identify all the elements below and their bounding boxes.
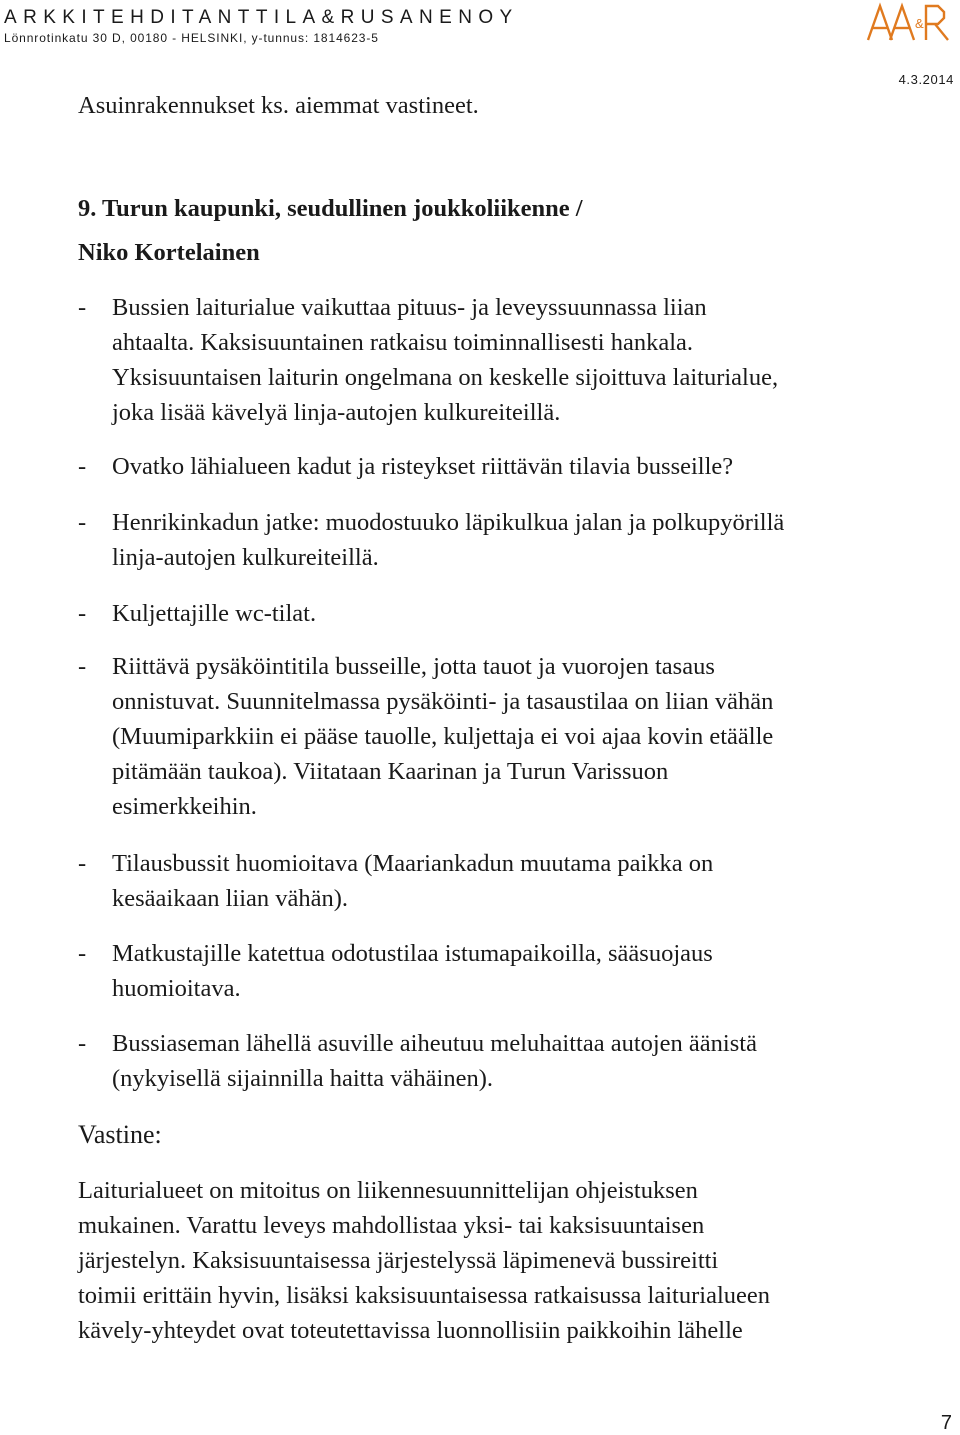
section-heading-line2: Niko Kortelainen — [78, 239, 260, 266]
list-item-text: Bussiaseman lähellä asuville aiheutuu meluhaittaa autojen äänistä (nykyisellä sijainnilla haitta vähäinen). — [112, 1030, 757, 1092]
response-paragraph: Laiturialueet on mitoitus on liikennesuunnittelijan ohjeistuksen mukainen. Varattu leveys mahdollistaa yksi- tai kaksisuuntaisen järjestelyn. Kaksisuuntaisessa järjestelyssä läpimenevä bussireitti toimii erittäin hyvin, lisäksi kaksisuuntaisessa ratkaisussa laiturialueen kävely-yhteydet ovat toteutettavissa luonnollisiin paikkoihin lähelle — [78, 1177, 770, 1344]
list-dash: - — [78, 940, 87, 967]
list-item — [78, 1026, 958, 1096]
list-item — [78, 596, 958, 631]
firm-address: Lönnrotinkatu 30 D, 00180 - HELSINKI, y-tunnus: 1814623-5 — [4, 31, 379, 45]
list-item-text: Henrikinkadun jatke: muodostuuko läpikulkua jalan ja polkupyörillä linja-autojen kulkureiteillä. — [112, 509, 785, 571]
list-item-text: Tilausbussit huomioitava (Maariankadun muutama paikka on kesäaikaan liian vähän). — [112, 850, 714, 912]
list-dash: - — [78, 850, 87, 877]
list-item — [78, 936, 958, 1006]
letterhead — [4, 6, 519, 46]
list-dash: - — [78, 294, 87, 321]
list-item — [78, 846, 958, 916]
list-item — [78, 449, 958, 484]
list-item-text: Riittävä pysäköintitila busseille, jotta tauot ja vuorojen tasaus onnistuvat. Suunnitelmassa pysäköinti- ja tasaustilaa on liian vähän (Muumiparkkiin ei pääse tauolle, kuljettaja ei voi ajaa kovin etäälle pitämään taukoa). Viitataan Kaarinan ja Turun Varissuon esimerkkeihin. — [112, 653, 774, 820]
intro-text: Asuinrakennukset ks. aiemmat vastineet. — [78, 92, 479, 119]
list-item-text: Ovatko lähialueen kadut ja risteykset riittävän tilavia busseille? — [112, 453, 734, 480]
list-item — [78, 649, 958, 824]
document-date: 4.3.2014 — [898, 72, 954, 87]
list-dash: - — [78, 600, 87, 627]
list-item — [78, 290, 958, 430]
list-item — [78, 505, 958, 575]
section-heading-line1: 9. Turun kaupunki, seudullinen joukkoliikenne / — [78, 195, 583, 222]
list-item-text: Kuljettajille wc-tilat. — [112, 600, 317, 627]
list-dash: - — [78, 653, 87, 680]
page-number: 7 — [940, 1412, 952, 1434]
logo-ampersand: & — [915, 16, 924, 31]
list-dash: - — [78, 509, 87, 536]
list-item-text: Bussien laiturialue vaikuttaa pituus- ja leveyssuunnassa liian ahtaalta. Kaksisuuntainen ratkaisu toiminnallisesti hankala. Yksisuuntaisen laiturin ongelmana on keskelle sijoittuva laiturialue, joka lisää kävelyä linja-autojen kulkureiteillä. — [112, 294, 779, 426]
response-heading: Vastine: — [78, 1120, 162, 1149]
list-dash: - — [78, 453, 87, 480]
list-dash: - — [78, 1030, 87, 1057]
firm-name: ARKKITEHDITANTTILA&RUSANENOY — [4, 7, 519, 28]
list-item-text: Matkustajille katettua odotustilaa istumapaikoilla, sääsuojaus huomioitava. — [112, 940, 713, 1002]
firm-logo — [866, 0, 954, 46]
